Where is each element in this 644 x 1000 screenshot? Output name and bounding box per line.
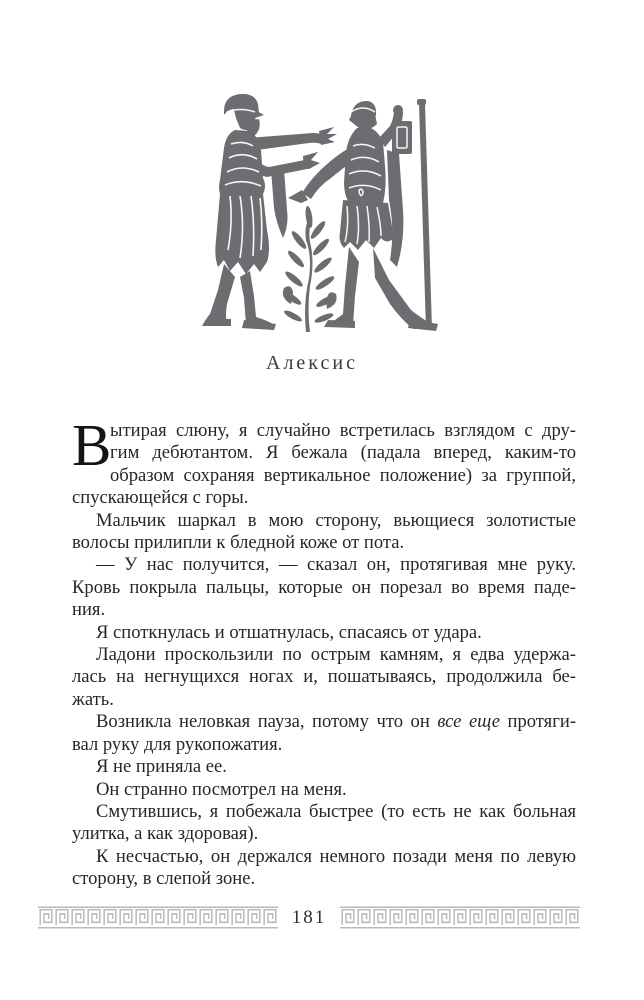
chapter-title: Алексис — [266, 352, 358, 374]
text-line: гим дебютантом. Я бежала (падала вперед, каким-то — [110, 442, 576, 464]
greek-key-ornament-left — [38, 906, 278, 929]
text-line: Смутившись, я побежала быстрее (то есть не как больная — [96, 800, 576, 822]
left-figure — [202, 94, 337, 330]
paragraph — [72, 756, 576, 778]
paragraph — [72, 554, 576, 621]
paragraph — [72, 622, 576, 644]
paragraph — [72, 510, 576, 555]
paragraph — [72, 846, 576, 891]
page-number: 181 — [291, 906, 327, 928]
text-line: лась на негнущихся ногах и, пошатываясь, продолжила бе- — [72, 666, 576, 688]
paragraph — [72, 644, 576, 711]
text-line: Ладони проскользили по острым камням, я едва удержа- — [96, 644, 576, 666]
drop-cap: В — [72, 412, 112, 478]
text-line: образом сохраняя вертикальное положение) за группой, — [110, 464, 576, 486]
text-line: вал руку для рукопожатия. — [72, 733, 283, 755]
paragraph — [72, 412, 576, 510]
text-line: Я не приняла ее. — [96, 756, 227, 778]
greek-key-ornament-right — [340, 906, 580, 929]
paragraph — [72, 779, 576, 801]
text-line: Он странно посмотрел на меня. — [96, 778, 347, 800]
body-text — [72, 412, 577, 891]
text-line: К несчастью, он держался немного позади меня по левую — [96, 845, 576, 867]
text-line: Мальчик шаркал в мою сторону, вьющиеся золотистые — [96, 509, 576, 531]
text-line: сторону, в слепой зоне. — [72, 868, 256, 890]
olive-branch — [281, 206, 337, 332]
text-line: Возникла неловкая пауза, потому что он все еще протяги- — [96, 711, 577, 733]
text-line: улитка, а как здоровая). — [72, 823, 259, 845]
paragraph — [72, 711, 576, 756]
text-line: ытирая слюну, я случайно встретилась взглядом с дру- — [110, 420, 576, 441]
text-line: волосы прилипли к бледной коже от пота. — [72, 532, 405, 554]
text-line: спускающейся с горы. — [72, 487, 249, 509]
text-line: Я споткнулась и отшатнулась, спасаясь от удара. — [96, 621, 482, 643]
greek-figures-illustration — [197, 90, 447, 335]
text-line: Кровь покрыла пальцы, которые он порезал во время паде- — [72, 576, 576, 598]
paragraph — [72, 801, 576, 846]
page-footer — [38, 906, 580, 929]
text-line: ния. — [72, 599, 106, 621]
text-line: — У нас получится, — сказал он, протягивая мне руку. — [96, 554, 576, 576]
text-line: жать. — [72, 688, 114, 710]
